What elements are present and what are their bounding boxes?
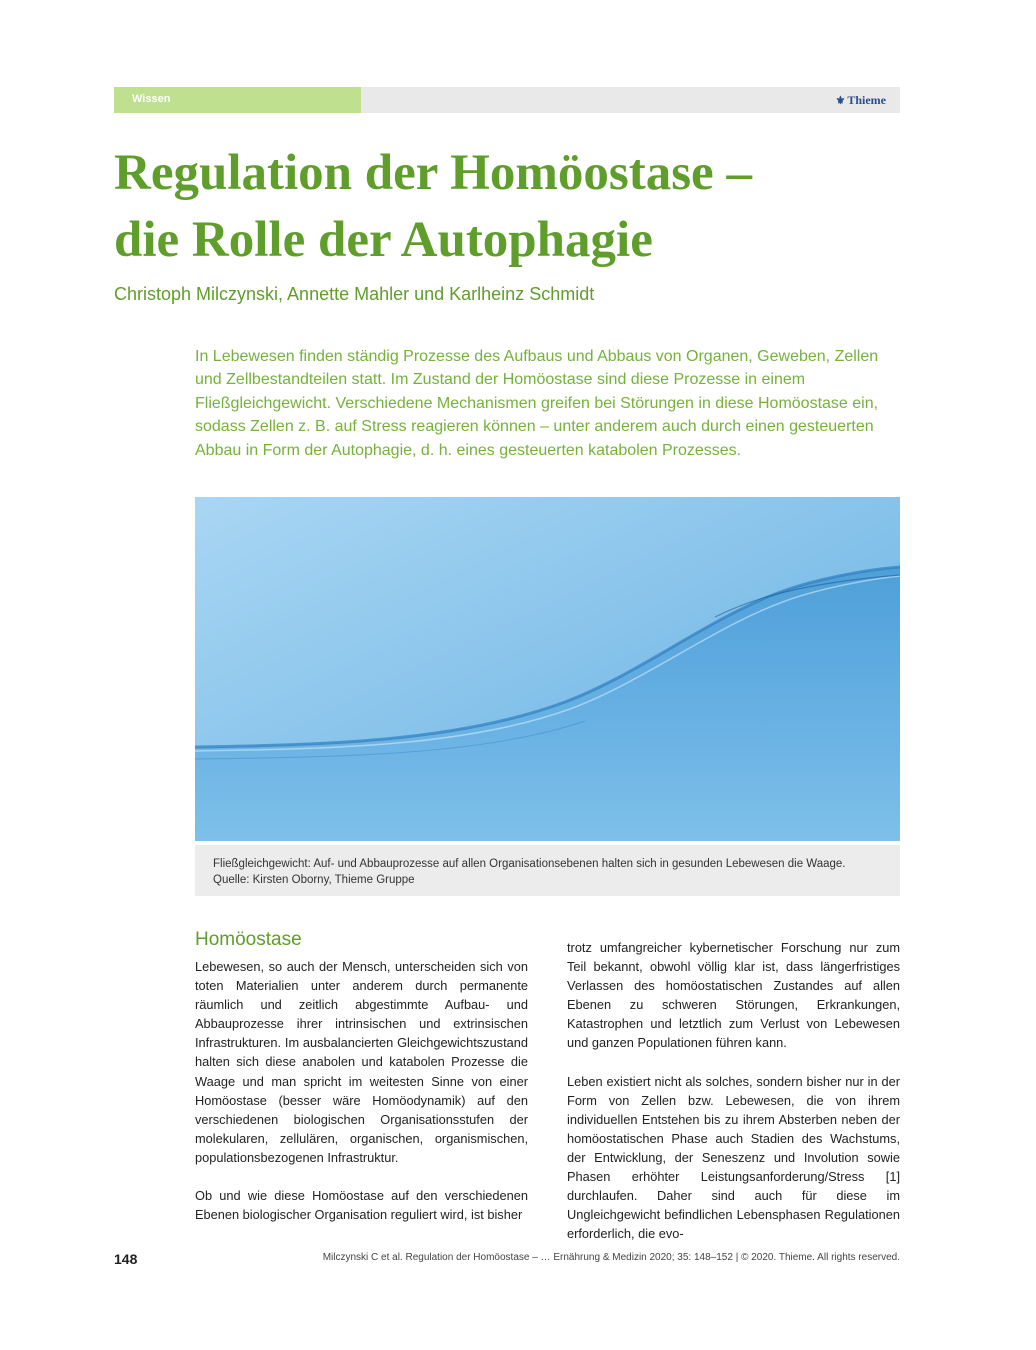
article-authors: Christoph Milczynski, Annette Mahler und Karlheinz Schmidt [114, 284, 595, 304]
section-heading-homoeostase: Homöostase [195, 929, 302, 950]
caption-text: Fließgleichgewicht: Auf- und Abbauprozesse auf allen Organisationsebenen halten sich in gesunden Lebewesen die Waage. [213, 858, 846, 870]
publisher-label [835, 87, 886, 113]
paragraph: Lebewesen, so auch der Mensch, unterscheiden sich von toten Materialien unter anderem durch permanente räumlich und zeitlich abgestimmte Aufbau- und Abbauprozesse ihrer intrinsischen und extrinsischen Infrastrukturen. Im ausbalancierten Gleichgewichtszustand halten sich diese anabolen und katabolen Prozesse die Waage und man spricht im weitesten Sinne von einer Homöostase (besser wäre Homöodynamik) auf den verschiedenen biologischen Organisationsstufen der molekularen, zellulären, organischen, organismischen, populationsbezogenen Infrastruktur. [195, 959, 528, 1165]
footer-citation: Milczynski C et al. Regulation der Homöostase – … Ernährung & Medizin 2020; 35: 148–152 | © 2020. Thieme. All rights reserved. [322, 1252, 900, 1263]
header-bar [114, 87, 900, 113]
paragraph: trotz umfangreicher kybernetischer Forschung nur zum Teil bekannt, obwohl völlig klar ist, dass längerfristiges Verlassen des homöostatischen Zustandes auf allen Ebenen zu schweren Störungen, Erkrankungen, Katastrophen und letztlich zum Verlust von Lebewesen und ganzen Populationen führen kann. [567, 940, 900, 1051]
water-wave-image [195, 497, 900, 841]
caption-source: Quelle: Kirsten Oborny, Thieme Gruppe [213, 874, 415, 886]
paragraph: Ob und wie diese Homöostase auf den verschiedenen Ebenen biologischer Organisation reguliert wird, ist bisher [195, 1188, 528, 1223]
article-title [114, 140, 914, 274]
water-wave-illustration [195, 497, 900, 841]
body-column-right [567, 938, 900, 1262]
article-abstract: In Lebewesen finden ständig Prozesse des Aufbaus und Abbaus von Organen, Geweben, Zellen und Zellbestandteilen statt. Im Zustand der Homöostase sind diese Prozesse in einem Fließgleichgewicht. Verschiedene Mechanismen greifen bei Störungen in diese Homöostase ein, sodass Zellen z. B. auf Stress reagieren können – unter anderem auch durch einen gesteuerten Abbau in Form der Autophagie, d. h. eines gesteuerten katabolen Prozesses. [195, 348, 879, 459]
page-number: 148 [114, 1251, 138, 1267]
figure-caption [195, 845, 900, 896]
thieme-logo-icon: ⚜ [835, 95, 846, 107]
title-line-1: Regulation der Homöostase – [114, 145, 752, 201]
title-line-2: die Rolle der Autophagie [114, 212, 653, 268]
section-label: Wissen [114, 87, 361, 113]
paragraph: Leben existiert nicht als solches, sondern bisher nur in der Form von Zellen bzw. Lebewesen, die von ihrem individuellen Entstehen bis zu ihrem Absterben neben der homöostatischen Phase auch Stadien des Wachstums, der Entwicklung, der Seneszenz und Involution sowie Phasen erhöhter Leistungsanforderung/Stress [1] durchlaufen. Daher sind auch für diese im Ungleichgewicht befindlichen Lebensphasen Regulationen erforderlich, die evo- [567, 1073, 900, 1242]
body-column-left [195, 927, 528, 1243]
publisher-name: Thieme [847, 93, 886, 107]
